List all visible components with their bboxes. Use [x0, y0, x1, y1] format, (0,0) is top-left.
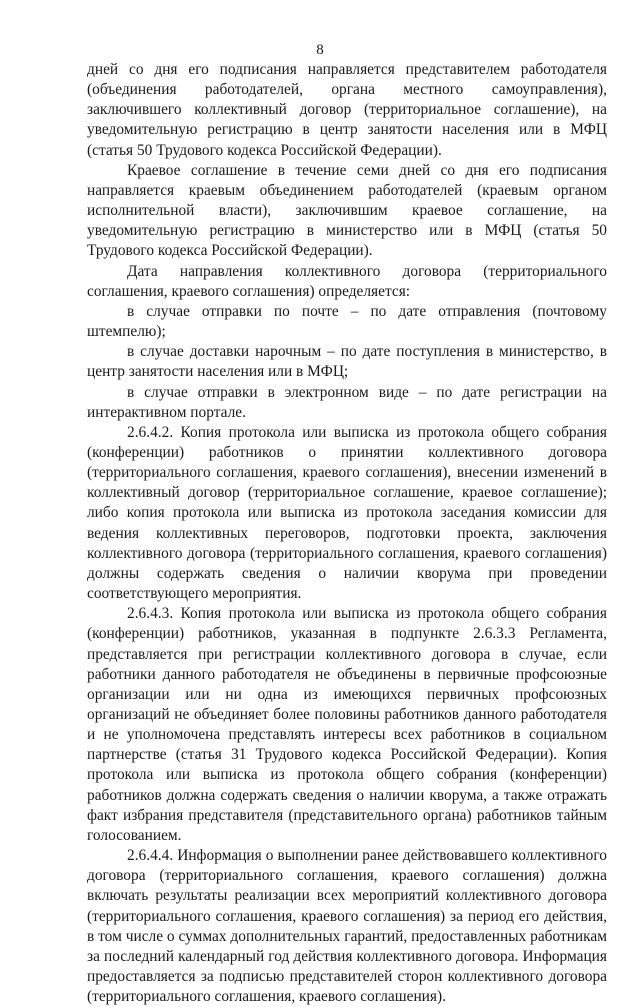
page-number: 8: [316, 42, 324, 58]
paragraph-by-mail: в случае отправки по почте – по дате отправления (почтовому штемпелю);: [87, 302, 607, 341]
paragraph-2-6-4-2: 2.6.4.2. Копия протокола или выписка из протокола общего собрания (конференции) работников о принятии коллективного договора (территориального соглашения, краевого соглашения), внесении изменений в коллективный договор (территориальное соглашение, краевое соглашение); либо копия протокола или выписка из протокола заседания комиссии для ведения коллективных переговоров, подготовки проекта, заключения коллективного договора (территориального соглашения, краевого соглашения) должны содержать сведения о наличии кворума при проведении соответствующего мероприятия.: [87, 423, 607, 603]
paragraph-submission-date: Дата направления коллективного договора (территориального соглашения, краевого соглашения) определяется:: [87, 262, 607, 300]
paragraph-electronic: в случае отправки в электронном виде – по дате регистрации на интерактивном портале.: [87, 383, 607, 421]
paragraph-by-courier: в случае доставки нарочным – по дате поступления в министерство, в центр занятости населения или в МФЦ;: [87, 343, 607, 381]
document-body: [87, 60, 607, 1007]
paragraph-2-6-4-3: 2.6.4.3. Копия протокола или выписка из протокола общего собрания (конференции) работников, указанная в подпункте 2.6.3.3 Регламента, представляется при регистрации коллективного договора в случае, если работники данного работодателя не объединены в первичные профсоюзные организации или ни одна из имеющихся первичных профсоюзных организаций не объединяет более половины работников данного работодателя и не уполномочена представлять интересы всех работников в социальном партнерстве (статья 31 Трудового кодекса Российской Федерации). Копия протокола или выписка из протокола общего собрания (конференции) работников должна содержать сведения о наличии кворума, а также отражать факт избрания представителя (представительного органа) работников тайным голосованием.: [87, 605, 607, 844]
paragraph-regional-agreement: Краевое соглашение в течение семи дней со дня его подписания направляется краевым объединением работодателей (краевым органом исполнительной власти), заключившим краевое соглашение, на уведомительную регистрацию в министерство или в МФЦ (статья 50 Трудового кодекса Российской Федерации).: [87, 161, 607, 260]
paragraph-continuation: дней со дня его подписания направляется представителем работодателя (объединения работодателей, органа местного самоуправления), заключившего коллективный договор (территориальное соглашение), на уведомительную регистрацию в центр занятости населения или в МФЦ (статья 50 Трудового кодекса Российской Федерации).: [87, 61, 607, 159]
paragraph-2-6-4-4: 2.6.4.4. Информация о выполнении ранее действовавшего коллективного договора (территориального соглашения, краевого соглашения) должна включать результаты реализации всех мероприятий коллективного договора (территориального соглашения, краевого соглашения) за период его действия, в том числе о суммах дополнительных гарантий, предоставленных работникам за последний календарный год действия коллективного договора. Информация предоставляется за подписью представителей сторон коллективного договора (территориального соглашения, краевого соглашения).: [87, 847, 607, 1006]
